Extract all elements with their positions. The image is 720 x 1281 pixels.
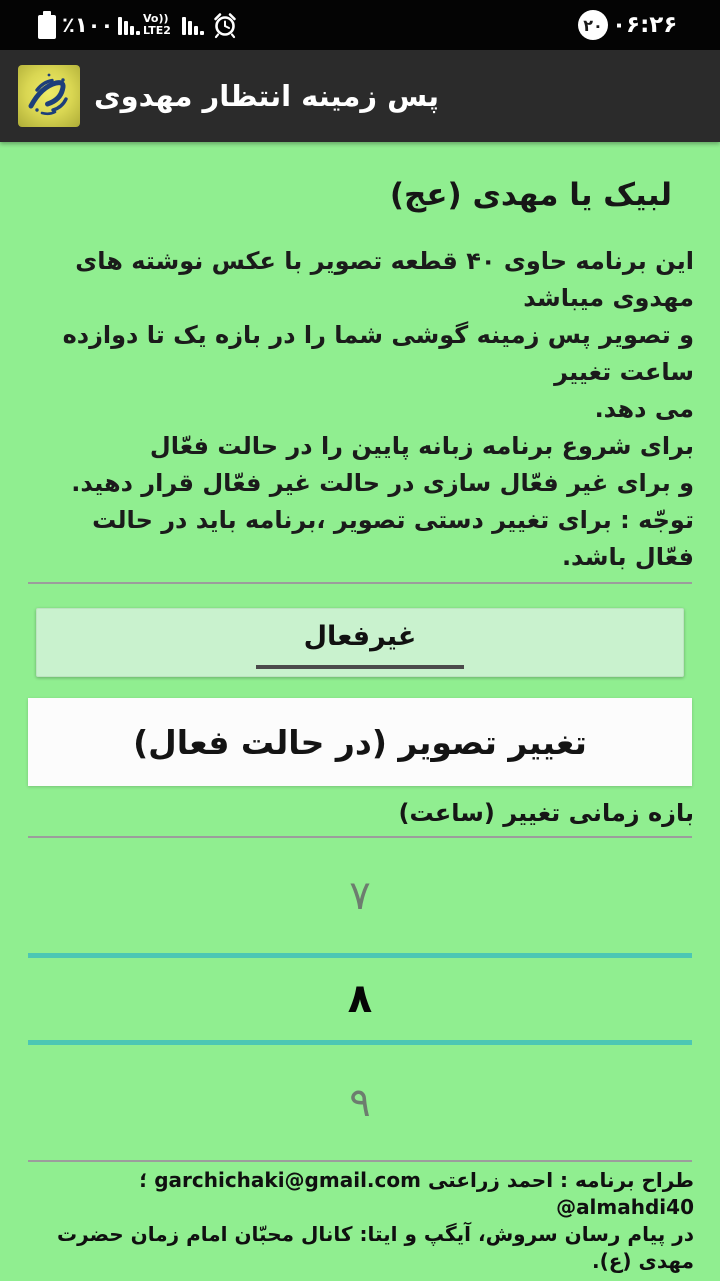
app-bar: [0, 50, 720, 142]
app-heading: لبیک یا مهدی (عج): [389, 177, 672, 213]
hour-picker[interactable]: [28, 836, 692, 1162]
description-line: و تصویر پس زمینه گوشی شما را در بازه یک تا دوازده ساعت تغییر: [62, 321, 694, 386]
alarm-clock-icon: [211, 11, 239, 39]
divider: [28, 582, 692, 584]
interval-label: بازه زمانی تغییر (ساعت): [398, 799, 694, 827]
main-content: [0, 142, 720, 1275]
activation-toggle-label: غیرفعال: [303, 621, 417, 652]
picker-item-next[interactable]: ۹: [349, 1079, 371, 1126]
toggle-state-indicator: [256, 665, 464, 669]
notification-badge: ۲۰: [578, 10, 608, 40]
description-line: می دهد.: [594, 395, 694, 423]
lte-label: LTE2: [143, 24, 171, 37]
page-title: پس زمینه انتظار مهدوی: [94, 79, 440, 113]
picker-item-selected[interactable]: ۸: [347, 976, 373, 1022]
battery-icon: [38, 15, 56, 39]
signal-bars-sim1-icon: [118, 15, 140, 35]
description-line: برای شروع برنامه زبانه پایین را در حالت فعّال: [149, 432, 694, 460]
designer-label: طراح برنامه : احمد زراعتی: [427, 1168, 694, 1192]
footer-credits: [0, 1167, 720, 1275]
status-bar: [0, 0, 720, 50]
footer-separator: ؛: [139, 1168, 148, 1192]
activation-toggle[interactable]: [36, 608, 684, 677]
picker-item-previous[interactable]: ۷: [349, 872, 371, 919]
battery-percent: ٪۱۰۰: [62, 13, 114, 37]
description-line: این برنامه حاوی ۴۰ قطعه تصویر با عکس نوشته های مهدوی میباشد: [75, 247, 694, 312]
status-time: ۰۶:۲۶: [612, 12, 678, 38]
footer-channels-line: در پیام رسان سروش، آیگپ و ایتا: کانال محبّان امام زمان حضرت مهدی (ع).: [57, 1222, 694, 1273]
app-description: [0, 243, 720, 576]
change-image-button[interactable]: تغییر تصویر (در حالت فعال): [28, 698, 692, 786]
network-type-label: [143, 13, 171, 37]
designer-email: garchichaki@gmail.com: [154, 1168, 421, 1192]
app-logo-icon: [18, 65, 80, 127]
signal-bars-sim2-icon: [182, 15, 204, 35]
volte-label: Vo)): [143, 12, 169, 25]
description-line: و برای غیر فعّال سازی در حالت غیر فعّال قرار دهید.: [71, 469, 694, 497]
designer-handle: @almahdi40: [556, 1195, 694, 1219]
footer-designer-line: [26, 1167, 694, 1221]
description-line: توجّه : برای تغییر دستی تصویر ،برنامه باید در حالت فعّال باشد.: [92, 506, 694, 571]
